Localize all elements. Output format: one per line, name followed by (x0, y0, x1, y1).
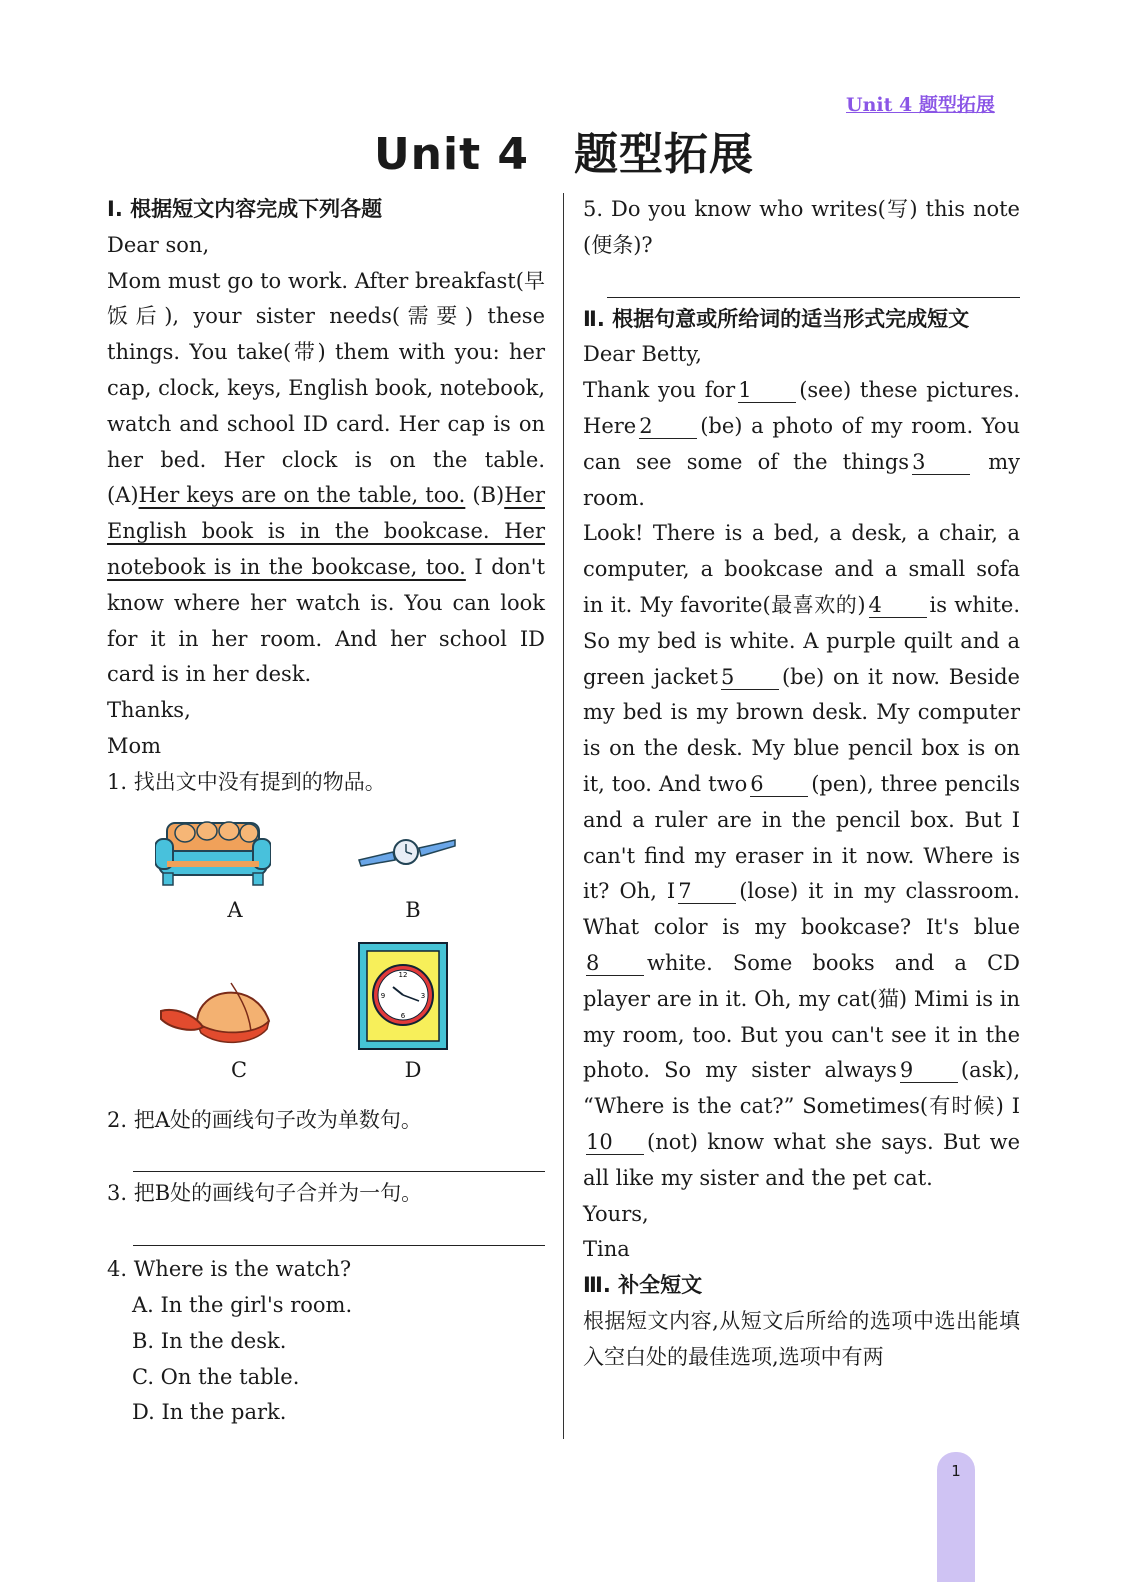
left-column (107, 192, 545, 1431)
blank-3[interactable]: 3 (912, 450, 970, 475)
svg-text:12: 12 (398, 970, 408, 979)
letter2-signature: Tina (583, 1237, 630, 1262)
picture-label-b: B (405, 897, 421, 922)
letter2-text: (lose) it in my classroom. What color is my bookcase? It's blue (583, 879, 1020, 940)
letter2-body (583, 373, 1020, 516)
letter2-text: (not) know what she says. But we all like my sister and the pet cat. (583, 1129, 1020, 1190)
letter2-text: (see) these pictures. Here (583, 378, 1020, 438)
passage-part-a: Mom must go to work. After breakfast(早饭后), your sister needs(需要) these things. You take(带) them with you: her cap, clock, keys, English book, notebook, watch and school ID card. Her cap is on her bed. Her clock is on the table. (A) (107, 268, 545, 508)
right-column (583, 192, 1020, 1376)
picture-label-c: C (230, 1057, 248, 1082)
letter-body (107, 264, 545, 694)
letter2-text: (be) on it now. Beside my bed is my brown desk. My computer is on the desk. My blue pencil box is on it, too. And two (583, 664, 1020, 796)
picture-label-d: D (404, 1057, 422, 1082)
blank-6[interactable]: 6 (750, 772, 808, 797)
blank-7[interactable]: 7 (678, 879, 736, 904)
underlined-sentence-b: Her English book is in the bookcase. Her notebook is in the bookcase, too. (107, 483, 545, 579)
answer-line-5[interactable] (607, 264, 1020, 298)
letter2-body-2 (583, 516, 1020, 1196)
blank-8[interactable]: 8 (586, 951, 644, 976)
page-number: 1 (951, 1462, 961, 1480)
marker-b: (B) (465, 483, 505, 508)
letter2-text: Thank you for (583, 378, 736, 403)
svg-text:3: 3 (420, 991, 426, 1000)
option-b[interactable]: B. In the desk. (132, 1328, 287, 1353)
section-2-heading: Ⅱ. 根据句意或所给词的适当形式完成短文 (583, 306, 970, 331)
option-a[interactable]: A. In the girl's room. (132, 1292, 353, 1317)
svg-text:6: 6 (400, 1011, 406, 1020)
clock-icon (357, 941, 449, 1051)
letter2-text: (pen), three pencils and a ruler are in the pencil box. But I can't find my eraser in it now. Where is it? Oh, I (583, 771, 1021, 904)
question-2: 2. 把A处的画线句子改为单数句。 (107, 1107, 422, 1132)
blank-9[interactable]: 9 (900, 1058, 958, 1083)
letter2-text: Look! There is a bed, a desk, a chair, a computer, a bookcase and a small sofa in it. My favorite(最喜欢的) (583, 521, 1020, 617)
question-5: 5. Do you know who writes(写) this note (便条)? (583, 197, 1020, 257)
answer-line-2[interactable] (133, 1138, 545, 1172)
letter2-text: is white. So my bed is white. A purple quilt and a green jacket (583, 592, 1020, 689)
letter2-text: white. Some books and a CD player are in it. Oh, my cat(猫) Mimi is in my room, too. But you can't see it in the photo. So my sister always (583, 950, 1020, 1083)
letter2-text: my room. (583, 449, 1020, 510)
letter2-salutation: Dear Betty, (583, 342, 702, 367)
option-c[interactable]: C. On the table. (132, 1364, 300, 1389)
letter-salutation: Dear son, (107, 232, 210, 257)
svg-text:9: 9 (380, 991, 386, 1000)
blank-5[interactable]: 5 (721, 665, 779, 690)
page-title: Unit 4 题型拓展 (373, 129, 755, 180)
letter-signature: Mom (107, 733, 162, 758)
picture-options (107, 801, 545, 1103)
blank-4[interactable]: 4 (869, 593, 927, 618)
question-4: 4. Where is the watch? (107, 1257, 352, 1282)
blank-2[interactable]: 2 (639, 414, 697, 439)
section-3-instructions: 根据短文内容,从短文后所给的选项中选出能填入空白处的最佳选项,选项中有两 (583, 1308, 1020, 1369)
blank-1[interactable]: 1 (738, 378, 796, 403)
underlined-sentence-a: Her keys are on the table, too. (138, 483, 466, 508)
watch-icon (357, 834, 457, 870)
cap-icon (157, 975, 275, 1055)
letter2-text: (ask), “Where is the cat?” Sometimes(有时候) I (583, 1058, 1020, 1119)
question-1: 1. 找出文中没有提到的物品。 (107, 769, 386, 794)
blank-10[interactable]: 10 (586, 1130, 644, 1155)
letter-closing: Thanks, (107, 698, 191, 723)
picture-label-a: A (227, 897, 243, 922)
sofa-icon (155, 813, 271, 889)
section-1-heading: Ⅰ. 根据短文内容完成下列各题 (107, 197, 383, 221)
passage-part-b: I don't know where her watch is. You can look for it in her room. And her school ID card is in her desk. (107, 554, 546, 687)
question-3: 3. 把B处的画线句子合并为一句。 (107, 1181, 423, 1206)
answer-line-3[interactable] (133, 1212, 545, 1246)
section-3-heading: Ⅲ. 补全短文 (583, 1273, 703, 1298)
option-d[interactable]: D. In the park. (132, 1400, 287, 1425)
unit-tag: Unit 4 题型拓展 (846, 94, 995, 116)
column-divider (563, 193, 564, 1439)
letter2-closing: Yours, (583, 1201, 649, 1226)
letter2-text: (be) a photo of my room. You can see some of the things (583, 413, 1020, 474)
